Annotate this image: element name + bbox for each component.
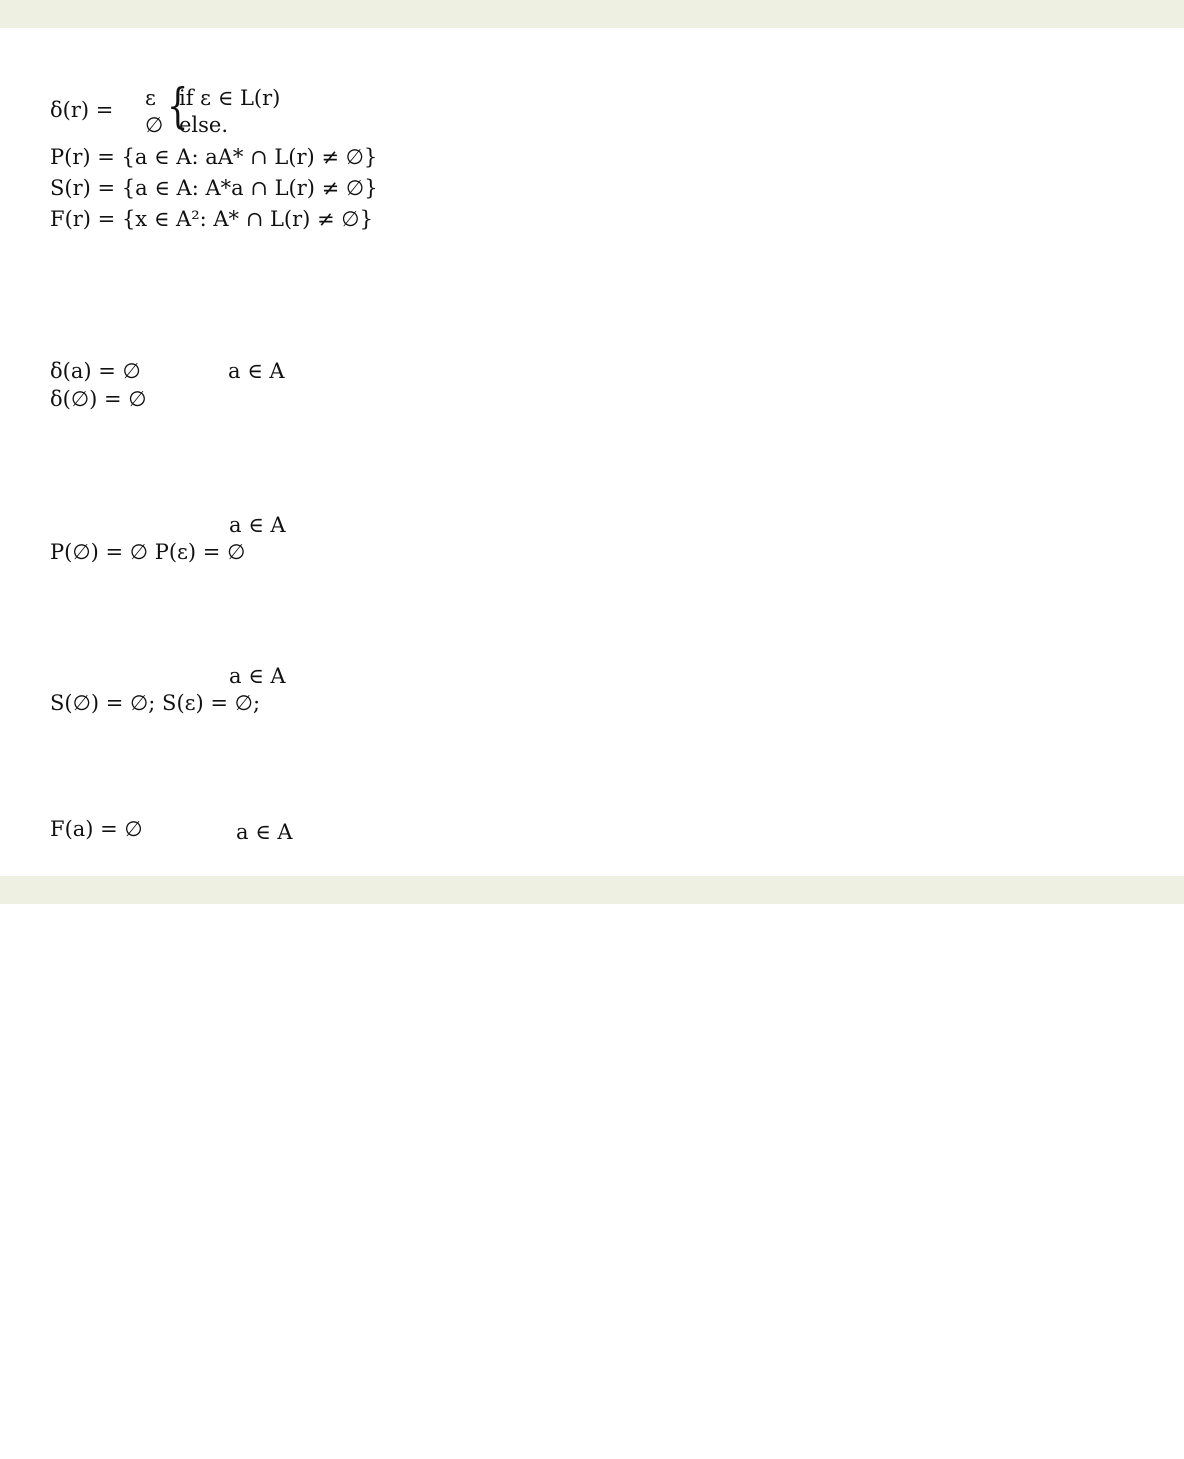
delta-lhs: δ(r) = <box>50 98 114 122</box>
s-rule-condition: a ∈ A <box>229 664 286 688</box>
header-band <box>0 0 1184 28</box>
p-definition: P(r) = {a ∈ A: aA* ∩ L(r) ≠ ∅} <box>50 145 378 169</box>
left-brace: { <box>167 78 189 134</box>
f-definition: F(r) = {x ∈ A²: A* ∩ L(r) ≠ ∅} <box>50 207 373 231</box>
delta-case1-condition: if ε ∈ L(r) <box>179 86 281 110</box>
p-rule-condition: a ∈ A <box>229 513 286 537</box>
s-rule: S(∅) = ∅; S(ε) = ∅; <box>50 691 261 715</box>
delta-rule-empty: δ(∅) = ∅ <box>50 387 147 411</box>
p-rule: P(∅) = ∅ P(ε) = ∅ <box>50 540 246 564</box>
delta-case1-value: ε <box>145 86 156 110</box>
footer-band <box>0 876 1184 904</box>
s-definition: S(r) = {a ∈ A: A*a ∩ L(r) ≠ ∅} <box>50 176 378 200</box>
delta-rule-a-condition: a ∈ A <box>228 359 285 383</box>
delta-case2-condition: else. <box>179 113 229 137</box>
delta-rule-a: δ(a) = ∅ <box>50 359 141 383</box>
f-rule-condition: a ∈ A <box>236 820 293 844</box>
delta-case2-value: ∅ <box>145 113 164 137</box>
delta-definition <box>50 78 290 137</box>
f-rule: F(a) = ∅ <box>50 817 143 841</box>
